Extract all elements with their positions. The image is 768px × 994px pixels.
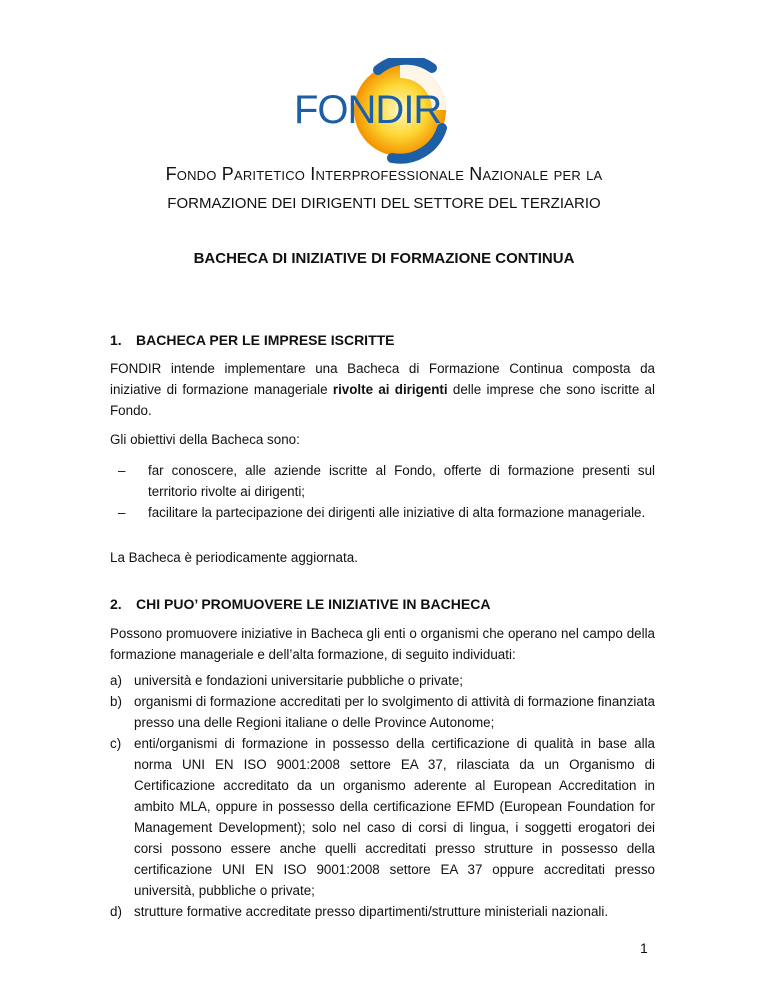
- list-item-text: organismi di formazione accreditati per lo svolgimento di attività di formazione finanziata presso una delle Regioni italiane o delle Province Autonome;: [134, 694, 655, 730]
- list-marker: a): [110, 673, 122, 688]
- list-item-text: far conoscere, alle aziende iscritte al Fondo, offerte di formazione presenti sul territorio rivolte ai dirigenti;: [148, 463, 655, 499]
- list-marker: c): [110, 736, 122, 751]
- section-1-heading: [110, 332, 395, 348]
- p1-text-b: delle imprese che sono iscritte al Fondo.: [110, 382, 655, 418]
- section-2-paragraph-1: Possono promuovere iniziative in Bacheca gli enti o organismi che operano nel campo della formazione manageriale e dell’alta formazione, di seguito individuati:: [110, 626, 655, 662]
- list-item: [110, 460, 655, 502]
- eligible-entities-list: [110, 670, 655, 922]
- bullet-marker: –: [118, 463, 126, 478]
- title-line-2-text: FORMAZIONE DEI DIRIGENTI DEL SETTORE DEL TERZIARIO: [167, 195, 601, 212]
- p1-text-a: FONDIR intende implementare una Bacheca di Formazione Continua composta da iniziative di formazione manageriale: [110, 361, 655, 397]
- p1-text-bold: rivolte ai dirigenti: [332, 382, 448, 397]
- section-1-paragraph-1: [110, 358, 655, 421]
- section-1-number: 1.: [110, 332, 122, 348]
- list-item-text: strutture formative accreditate presso dipartimenti/strutture ministeriali nazionali.: [134, 904, 609, 919]
- list-item: [110, 502, 655, 523]
- page-number: 1: [640, 940, 648, 956]
- document-subtitle: BACHECA DI INIZIATIVE DI FORMAZIONE CONTINUA: [193, 250, 575, 267]
- list-item-text: università e fondazioni universitarie pubbliche o private;: [134, 673, 464, 688]
- section-1-title: BACHECA PER LE IMPRESE ISCRITTE: [136, 332, 395, 348]
- section-2-title: CHI PUO’ PROMUOVERE LE INIZIATIVE IN BACHECA: [136, 596, 491, 612]
- section-2-heading: [110, 596, 490, 612]
- title-line-1: [0, 164, 768, 185]
- section-1-paragraph-3: La Bacheca è periodicamente aggiornata.: [110, 550, 358, 565]
- list-marker: b): [110, 694, 122, 709]
- list-item: [110, 901, 655, 922]
- bullet-marker: –: [118, 505, 126, 520]
- title-line-2: [0, 195, 768, 212]
- list-item: [110, 670, 655, 691]
- list-item: [110, 733, 655, 901]
- logo-wordmark: FONDIR: [294, 88, 442, 132]
- section-1-paragraph-2: Gli obiettivi della Bacheca sono:: [110, 432, 300, 447]
- objectives-list: [110, 460, 655, 523]
- list-item-text: enti/organismi di formazione in possesso della certificazione di qualità in base alla norma UNI EN ISO 9001:2008 settore EA 37, rilasciata da un Organismo di Certificazione accreditato da un organismo aderente al European Accreditation in ambito MLA, oppure in possesso della certificazione EFMD (European Foundation for Management Development); solo nel caso di corsi di lingua, i soggetti erogatori dei corsi possono essere anche quelli accreditati presso strutture in possesso della certificazione UNI EN ISO 9001:2008 settore EA 37 oppure accreditati presso università, pubbliche o private;: [134, 736, 655, 898]
- title-line-1-text: Fondo Paritetico Interprofessionale Nazionale per la: [165, 164, 603, 184]
- list-item-text: facilitare la partecipazione dei dirigenti alle iniziative di alta formazione manageriale.: [148, 505, 646, 520]
- section-2-number: 2.: [110, 596, 122, 612]
- list-item: [110, 691, 655, 733]
- list-marker: d): [110, 904, 122, 919]
- fondir-logo: [282, 58, 482, 166]
